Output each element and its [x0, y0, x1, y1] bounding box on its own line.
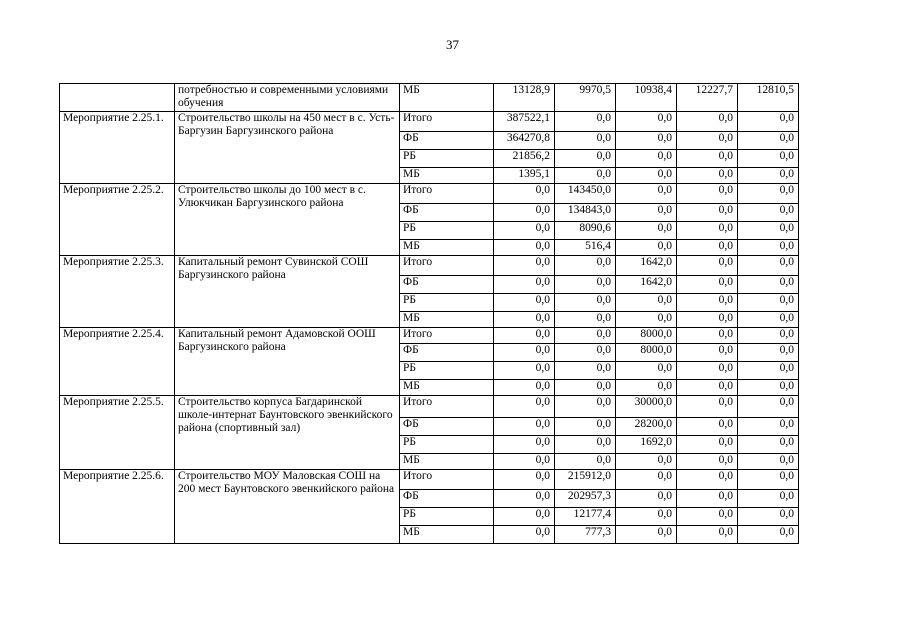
value-cell: 12177,4	[555, 508, 616, 526]
value-cell: 0,0	[494, 436, 555, 454]
value-cell: 0,0	[494, 508, 555, 526]
source-cell: Итого	[400, 396, 494, 418]
value-cell: 0,0	[494, 344, 555, 362]
value-cell: 12810,5	[738, 84, 799, 112]
value-cell: 0,0	[677, 150, 738, 168]
value-cell: 0,0	[677, 132, 738, 150]
value-cell: 0,0	[494, 240, 555, 256]
value-cell: 0,0	[616, 380, 677, 396]
source-cell: МБ	[400, 526, 494, 544]
value-cell: 0,0	[677, 418, 738, 436]
value-cell: 0,0	[677, 276, 738, 294]
value-cell: 0,0	[738, 490, 799, 508]
value-cell: 0,0	[616, 132, 677, 150]
value-cell: 516,4	[555, 240, 616, 256]
value-cell: 202957,3	[555, 490, 616, 508]
value-cell: 1642,0	[616, 256, 677, 276]
value-cell: 0,0	[494, 380, 555, 396]
value-cell: 0,0	[677, 436, 738, 454]
value-cell: 0,0	[677, 312, 738, 328]
source-cell: ФБ	[400, 132, 494, 150]
value-cell: 0,0	[494, 396, 555, 418]
value-cell: 0,0	[738, 256, 799, 276]
value-cell: 0,0	[494, 184, 555, 204]
value-cell: 0,0	[738, 362, 799, 380]
table-row	[60, 112, 799, 132]
budget-table	[59, 83, 799, 544]
value-cell: 0,0	[677, 454, 738, 470]
source-cell: РБ	[400, 436, 494, 454]
value-cell: 0,0	[738, 380, 799, 396]
value-cell: 0,0	[677, 508, 738, 526]
value-cell: 0,0	[555, 362, 616, 380]
table-row	[60, 256, 799, 276]
source-cell: ФБ	[400, 276, 494, 294]
value-cell: 0,0	[616, 490, 677, 508]
table-row	[60, 184, 799, 204]
value-cell: 0,0	[616, 204, 677, 222]
source-cell: ФБ	[400, 204, 494, 222]
value-cell: 0,0	[738, 470, 799, 490]
value-cell: 12227,7	[677, 84, 738, 112]
value-cell: 21856,2	[494, 150, 555, 168]
value-cell: 0,0	[738, 526, 799, 544]
category-cell: Мероприятие 2.25.4.	[60, 328, 175, 396]
value-cell: 0,0	[677, 222, 738, 240]
value-cell: 0,0	[738, 132, 799, 150]
value-cell: 0,0	[738, 418, 799, 436]
category-cell	[60, 84, 175, 112]
source-cell: Итого	[400, 328, 494, 344]
description-cell: Капитальный ремонт Сувинской СОШ Баргузинского района	[175, 256, 400, 328]
value-cell: 8000,0	[616, 344, 677, 362]
value-cell: 0,0	[677, 396, 738, 418]
source-cell: ФБ	[400, 344, 494, 362]
value-cell: 0,0	[494, 294, 555, 312]
value-cell: 0,0	[738, 396, 799, 418]
source-cell: ФБ	[400, 490, 494, 508]
value-cell: 0,0	[555, 256, 616, 276]
value-cell: 10938,4	[616, 84, 677, 112]
value-cell: 9970,5	[555, 84, 616, 112]
source-cell: РБ	[400, 150, 494, 168]
value-cell: 0,0	[494, 418, 555, 436]
value-cell: 0,0	[555, 112, 616, 132]
source-cell: РБ	[400, 508, 494, 526]
value-cell: 0,0	[494, 204, 555, 222]
value-cell: 0,0	[555, 150, 616, 168]
category-cell: Мероприятие 2.25.2.	[60, 184, 175, 256]
value-cell: 0,0	[616, 184, 677, 204]
value-cell: 1692,0	[616, 436, 677, 454]
value-cell: 0,0	[555, 328, 616, 344]
value-cell: 0,0	[555, 132, 616, 150]
value-cell: 0,0	[738, 328, 799, 344]
table-row	[60, 84, 799, 112]
source-cell: МБ	[400, 168, 494, 184]
source-cell: ФБ	[400, 418, 494, 436]
value-cell: 0,0	[677, 204, 738, 222]
value-cell: 0,0	[677, 362, 738, 380]
value-cell: 0,0	[738, 276, 799, 294]
source-cell: РБ	[400, 362, 494, 380]
value-cell: 0,0	[494, 470, 555, 490]
table-row	[60, 328, 799, 344]
value-cell: 0,0	[494, 276, 555, 294]
value-cell: 0,0	[616, 168, 677, 184]
value-cell: 777,3	[555, 526, 616, 544]
value-cell: 0,0	[555, 344, 616, 362]
source-cell: Итого	[400, 470, 494, 490]
value-cell: 1395,1	[494, 168, 555, 184]
source-cell: Итого	[400, 256, 494, 276]
value-cell: 0,0	[616, 470, 677, 490]
value-cell: 13128,9	[494, 84, 555, 112]
source-cell: МБ	[400, 380, 494, 396]
value-cell: 0,0	[494, 490, 555, 508]
value-cell: 215912,0	[555, 470, 616, 490]
value-cell: 0,0	[677, 344, 738, 362]
value-cell: 0,0	[555, 396, 616, 418]
value-cell: 0,0	[738, 150, 799, 168]
source-cell: Итого	[400, 184, 494, 204]
value-cell: 0,0	[494, 526, 555, 544]
value-cell: 0,0	[738, 508, 799, 526]
value-cell: 0,0	[738, 112, 799, 132]
value-cell: 0,0	[555, 436, 616, 454]
value-cell: 0,0	[616, 222, 677, 240]
value-cell: 0,0	[738, 344, 799, 362]
description-cell: Строительство школы до 100 мест в с. Улюкчикан Баргузинского района	[175, 184, 400, 256]
source-cell: МБ	[400, 240, 494, 256]
description-cell: Строительство МОУ Маловская СОШ на 200 мест Баунтовского эвенкийского района	[175, 470, 400, 544]
value-cell: 0,0	[616, 362, 677, 380]
value-cell: 0,0	[677, 240, 738, 256]
description-cell: Капитальный ремонт Адамовской ООШ Баргузинского района	[175, 328, 400, 396]
source-cell: МБ	[400, 454, 494, 470]
value-cell: 0,0	[677, 328, 738, 344]
value-cell: 0,0	[494, 362, 555, 380]
value-cell: 0,0	[677, 490, 738, 508]
source-cell: РБ	[400, 222, 494, 240]
value-cell: 0,0	[555, 454, 616, 470]
value-cell: 143450,0	[555, 184, 616, 204]
category-cell: Мероприятие 2.25.1.	[60, 112, 175, 184]
value-cell: 0,0	[494, 312, 555, 328]
value-cell: 0,0	[616, 312, 677, 328]
value-cell: 0,0	[677, 168, 738, 184]
value-cell: 0,0	[616, 294, 677, 312]
value-cell: 0,0	[555, 312, 616, 328]
value-cell: 0,0	[677, 380, 738, 396]
table-row	[60, 470, 799, 490]
value-cell: 0,0	[555, 294, 616, 312]
value-cell: 0,0	[494, 256, 555, 276]
value-cell: 0,0	[616, 112, 677, 132]
value-cell: 1642,0	[616, 276, 677, 294]
value-cell: 0,0	[555, 418, 616, 436]
value-cell: 0,0	[738, 222, 799, 240]
value-cell: 0,0	[616, 508, 677, 526]
value-cell: 0,0	[677, 294, 738, 312]
source-cell: РБ	[400, 294, 494, 312]
source-cell: МБ	[400, 312, 494, 328]
value-cell: 0,0	[555, 276, 616, 294]
page-number: 37	[446, 37, 459, 52]
source-cell: МБ	[400, 84, 494, 112]
description-cell: Строительство школы на 450 мест в с. Усть-Баргузин Баргузинского района	[175, 112, 400, 184]
value-cell: 0,0	[677, 256, 738, 276]
value-cell: 0,0	[616, 526, 677, 544]
value-cell: 0,0	[738, 436, 799, 454]
category-cell: Мероприятие 2.25.3.	[60, 256, 175, 328]
source-cell: Итого	[400, 112, 494, 132]
value-cell: 0,0	[494, 222, 555, 240]
value-cell: 0,0	[738, 454, 799, 470]
value-cell: 364270,8	[494, 132, 555, 150]
value-cell: 0,0	[555, 168, 616, 184]
value-cell: 0,0	[738, 240, 799, 256]
value-cell: 134843,0	[555, 204, 616, 222]
value-cell: 387522,1	[494, 112, 555, 132]
value-cell: 0,0	[738, 312, 799, 328]
value-cell: 0,0	[738, 204, 799, 222]
value-cell: 0,0	[555, 380, 616, 396]
value-cell: 0,0	[494, 454, 555, 470]
value-cell: 0,0	[616, 240, 677, 256]
value-cell: 30000,0	[616, 396, 677, 418]
description-cell: Строительство корпуса Багдаринской школе-интернат Баунтовского эвенкийского района (спортивный зал)	[175, 396, 400, 470]
value-cell: 0,0	[616, 454, 677, 470]
description-cell: потребностью и современными условиями обучения	[175, 84, 400, 112]
value-cell: 8090,6	[555, 222, 616, 240]
value-cell: 0,0	[738, 294, 799, 312]
value-cell: 0,0	[616, 150, 677, 168]
value-cell: 28200,0	[616, 418, 677, 436]
value-cell: 0,0	[677, 526, 738, 544]
value-cell: 0,0	[677, 470, 738, 490]
value-cell: 0,0	[494, 328, 555, 344]
value-cell: 0,0	[677, 184, 738, 204]
value-cell: 8000,0	[616, 328, 677, 344]
category-cell: Мероприятие 2.25.5.	[60, 396, 175, 470]
value-cell: 0,0	[738, 168, 799, 184]
category-cell: Мероприятие 2.25.6.	[60, 470, 175, 544]
table-row	[60, 396, 799, 418]
value-cell: 0,0	[677, 112, 738, 132]
value-cell: 0,0	[738, 184, 799, 204]
